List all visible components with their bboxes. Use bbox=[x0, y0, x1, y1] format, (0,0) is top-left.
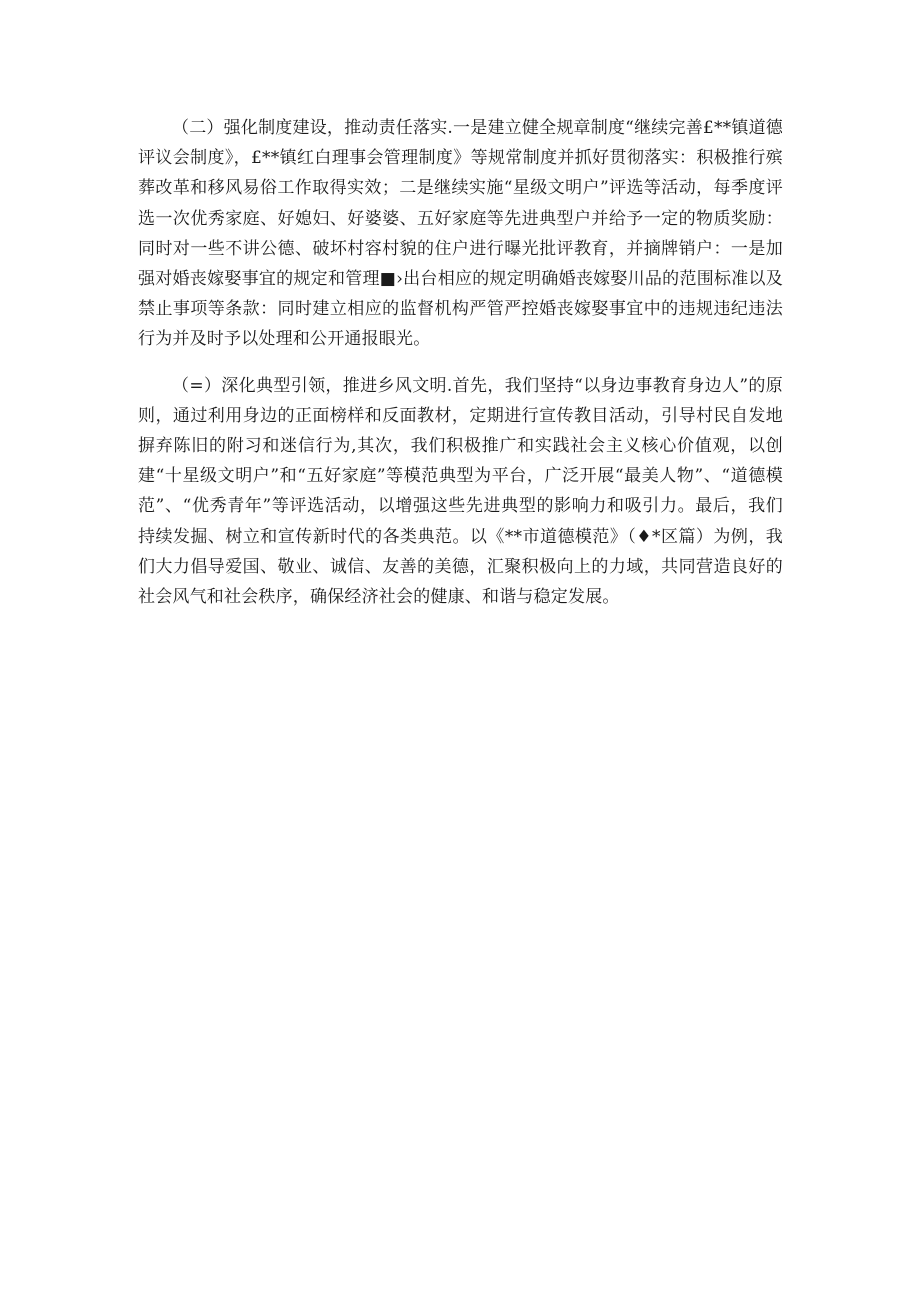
document-page bbox=[138, 113, 783, 612]
paragraph-institution-building: （二）强化制度建设，推动责任落实.一是建立健全规章制度“继续完善£**镇道德评议会制度》，£**镇红白理事会管理制度》等规常制度并抓好贯彻落实：积极推行殡葬改革和移风易俗工作取得实效；二是继续实施“星级文明户”评选等活动，每季度评选一次优秀家庭、好媳妇、好婆婆、五好家庭等先进典型户并给予一定的物质奖励：同时对一些不讲公德、破坏村容村貌的住户进行曝光批评教育，并摘牌销户：一是加强对婚丧嫁娶事宜的规定和管理■›出台相应的规定明确婚丧嫁娶川品的范围标准以及禁止事项等条款：同时建立相应的监督机构严管严控婚丧嫁娶事宜中的违规违纪违法行为并及时予以处理和公开通报眼光。 bbox=[138, 118, 783, 350]
paragraph-model-guidance: （=）深化典型引领，推进乡风文明.首先，我们坚持“以身边事教育身边人”的原则，通过利用身边的正面榜样和反面教材，定期进行宣传教目活动，引导村民自发地摒弃陈旧的附习和迷信行为,其次，我们积极推广和实践社会主义核心价值观，以创建“十星级文明户”和“五好家庭”等模范典型为平台，广泛开展“最美人物”、“道德模范”、“优秀青年”等评选活动，以增强这些先进典型的影响力和吸引力。最后，我们持续发掘、树立和宣传新时代的各类典范。以《**市道德模范》（♦*区篇）为例，我们大力倡导爱国、敬业、诚信、友善的美德，汇聚积极向上的力域，共同营造良好的社会风气和社会秩序，确保经济社会的健康、和谐与稳定发展。 bbox=[138, 375, 783, 608]
